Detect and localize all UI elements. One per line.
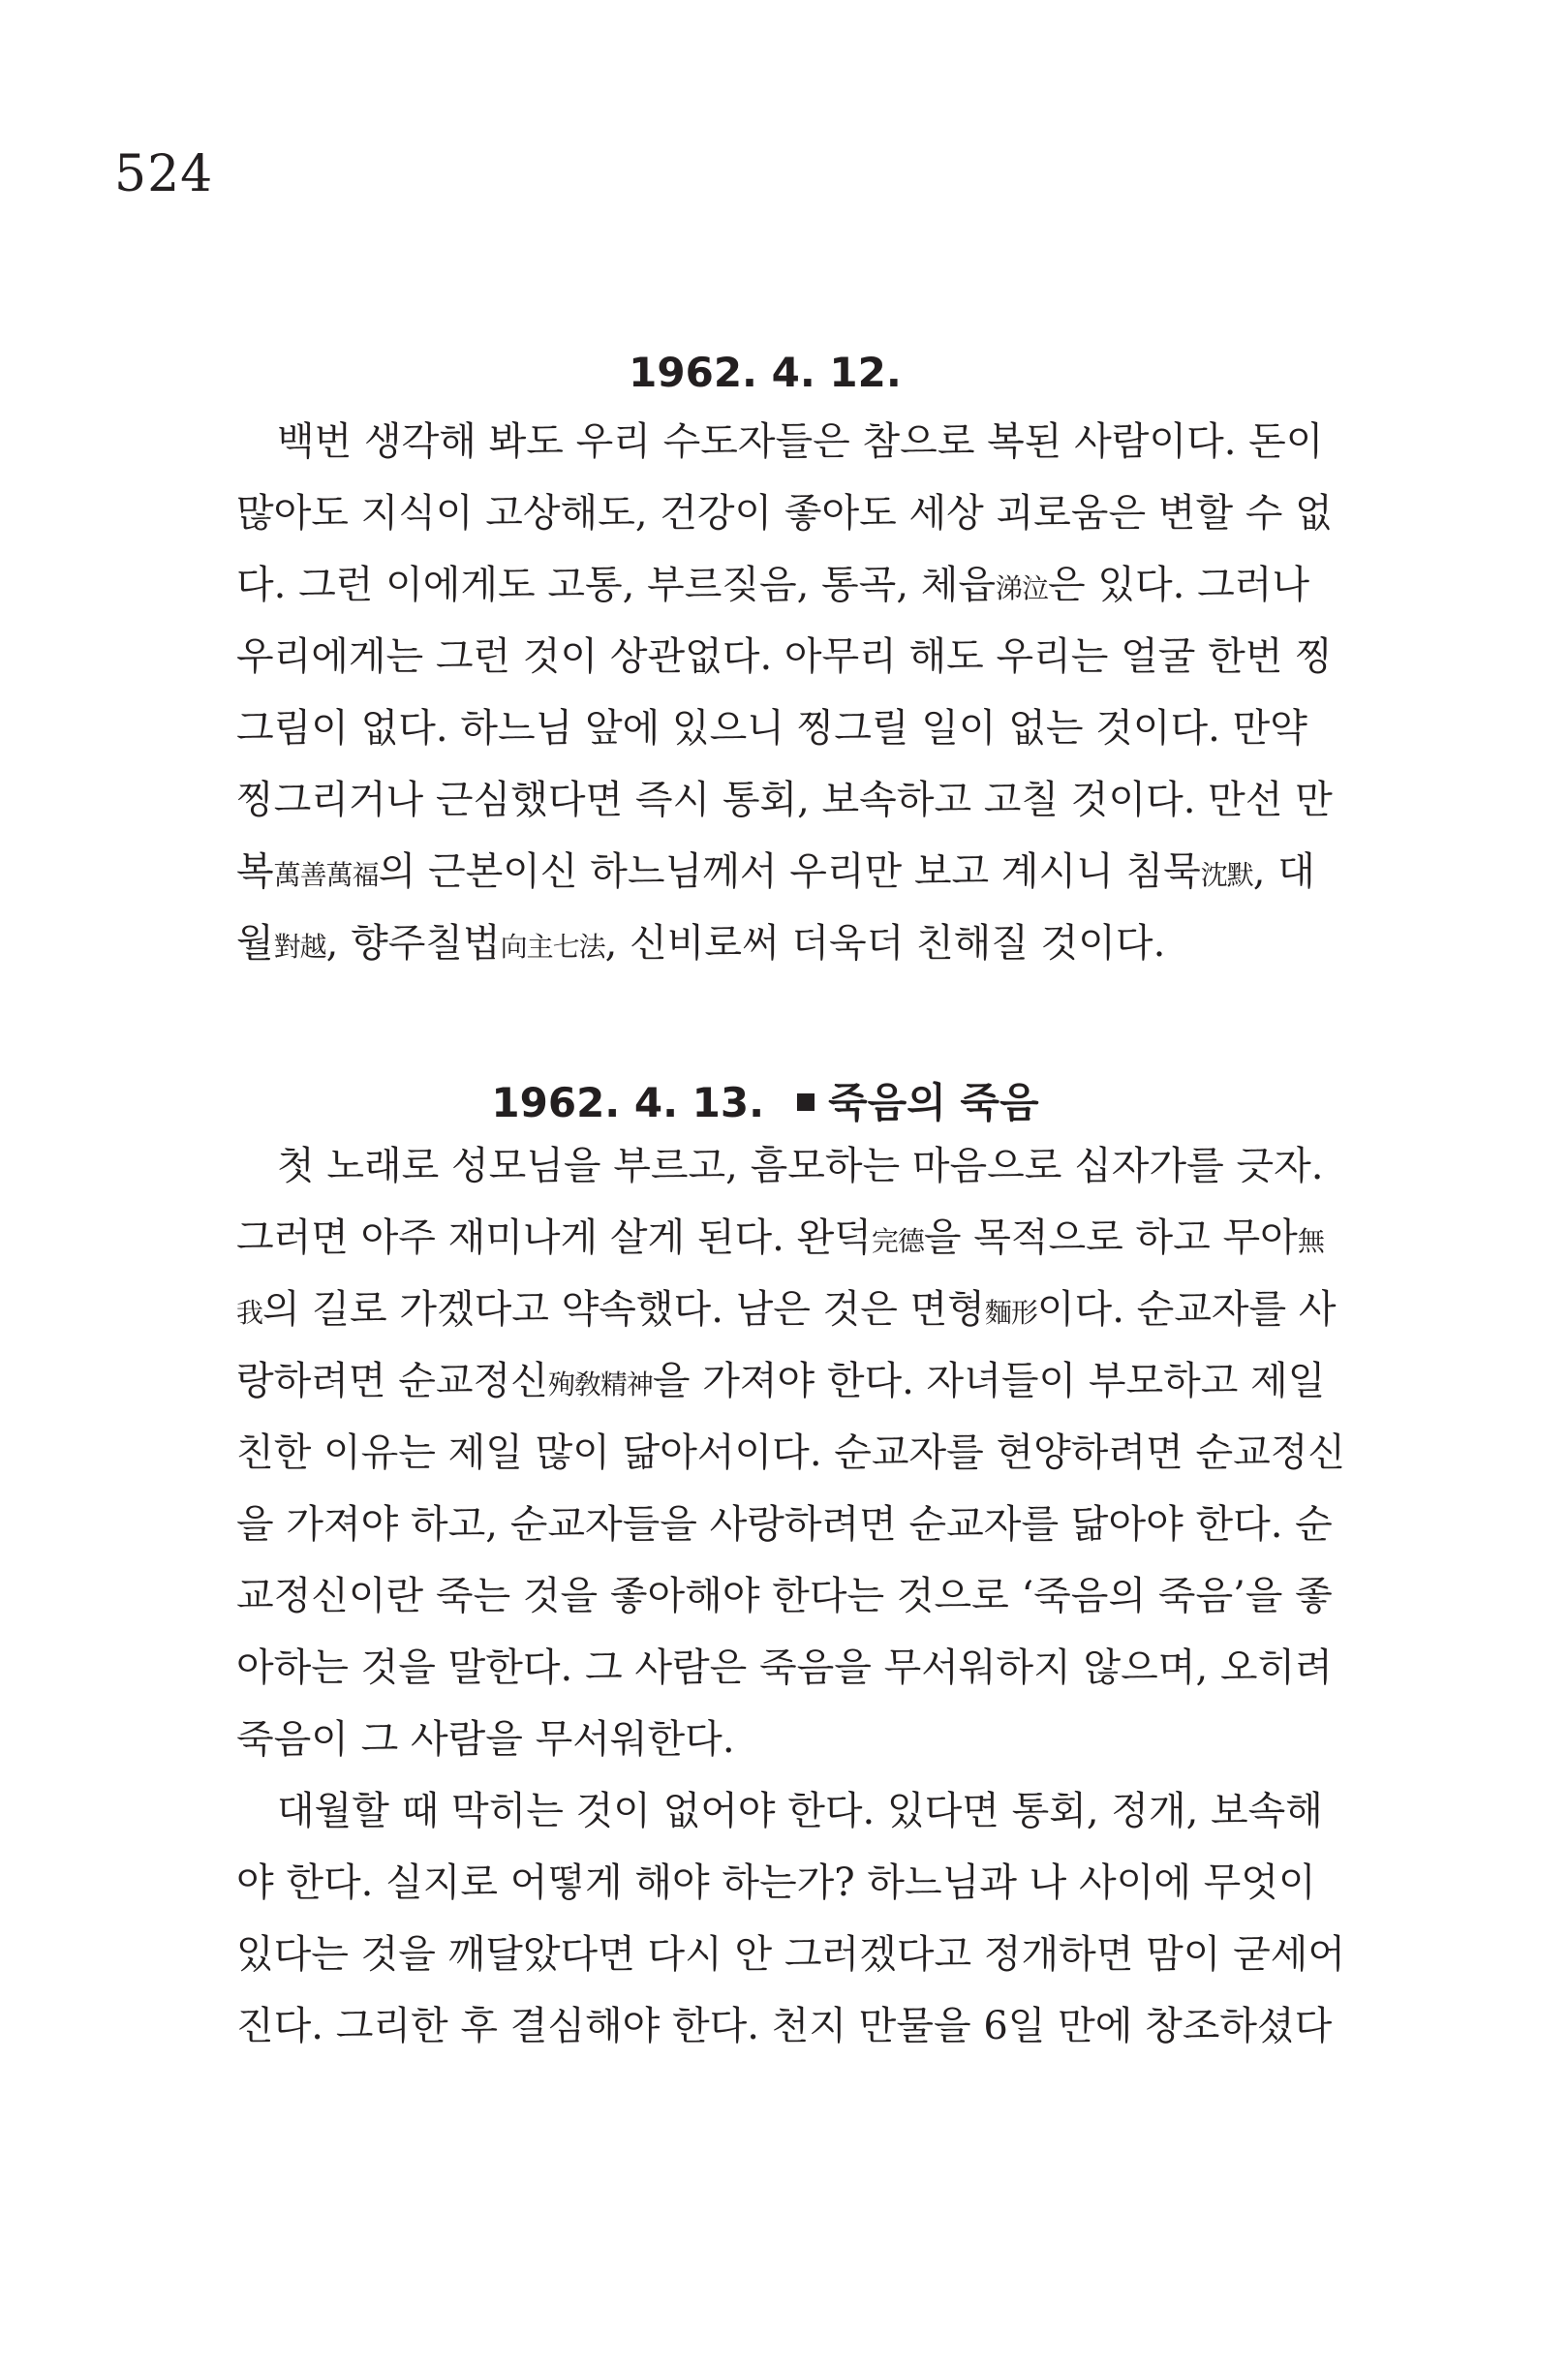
body-line: 월對越, 향주칠법向主七法, 신비로써 더욱더 친해질 것이다. xyxy=(236,921,1166,966)
body-line: 교정신이란 죽는 것을 좋아해야 한다는 것으로 ‘죽음의 죽음’을 좋 xyxy=(236,1574,1333,1618)
square-bullet-icon xyxy=(797,1093,815,1111)
body-line: 우리에게는 그런 것이 상관없다. 아무리 해도 우리는 얼굴 한번 찡 xyxy=(236,634,1333,679)
body-line: 죽음이 그 사람을 무서워한다. xyxy=(236,1717,735,1762)
body-line: 복萬善萬福의 근본이신 하느님께서 우리만 보고 계시니 침묵沈默, 대 xyxy=(236,849,1315,894)
body-line: 많아도 지식이 고상해도, 건강이 좋아도 세상 괴로움은 변할 수 없 xyxy=(236,491,1333,536)
body-line: 첫 노래로 성모님을 부르고, 흠모하는 마음으로 십자가를 긋자. xyxy=(277,1144,1324,1188)
entry-date: 1962. 4. 12. xyxy=(629,349,902,396)
entry-date: 1962. 4. 13. xyxy=(491,1079,765,1126)
body-line: 친한 이유는 제일 많이 닮아서이다. 순교자를 현양하려면 순교정신 xyxy=(236,1430,1345,1475)
entry-title: 죽음의 죽음 xyxy=(828,1079,1039,1126)
body-line: 랑하려면 순교정신殉敎精神을 가져야 한다. 자녀들이 부모하고 제일 xyxy=(236,1359,1326,1403)
entry-date-heading xyxy=(232,1071,1298,1129)
body-line: 다. 그런 이에게도 고통, 부르짖음, 통곡, 체읍涕泣은 있다. 그러나 xyxy=(236,563,1310,607)
body-line: 있다는 것을 깨달았다면 다시 안 그러겠다고 정개하면 맘이 굳세어 xyxy=(236,1932,1345,1977)
body-line: 我의 길로 가겠다고 약속했다. 남은 것은 면형麵形이다. 순교자를 사 xyxy=(236,1287,1337,1332)
body-line: 아하는 것을 말한다. 그 사람은 죽음을 무서워하지 않으며, 오히려 xyxy=(236,1645,1333,1690)
page-number: 524 xyxy=(114,145,214,203)
body-line: 야 한다. 실지로 어떻게 해야 하는가? 하느님과 나 사이에 무엇이 xyxy=(236,1861,1316,1905)
body-line: 을 가져야 하고, 순교자들을 사랑하려면 순교자를 닮아야 한다. 순 xyxy=(236,1502,1333,1547)
body-line: 대월할 때 막히는 것이 없어야 한다. 있다면 통회, 정개, 보속해 xyxy=(277,1789,1323,1833)
body-line: 그러면 아주 재미나게 살게 된다. 완덕完德을 목적으로 하고 무아無 xyxy=(236,1215,1324,1260)
entry-date-heading xyxy=(232,349,1298,396)
body-line: 그림이 없다. 하느님 앞에 있으니 찡그릴 일이 없는 것이다. 만약 xyxy=(236,706,1307,751)
body-line: 백번 생각해 봐도 우리 수도자들은 참으로 복된 사람이다. 돈이 xyxy=(277,419,1324,464)
body-line: 찡그리거나 근심했다면 즉시 통회, 보속하고 고칠 것이다. 만선 만 xyxy=(236,778,1333,822)
body-line: 진다. 그리한 후 결심해야 한다. 천지 만물을 6일 만에 창조하셨다 xyxy=(236,2004,1333,2048)
